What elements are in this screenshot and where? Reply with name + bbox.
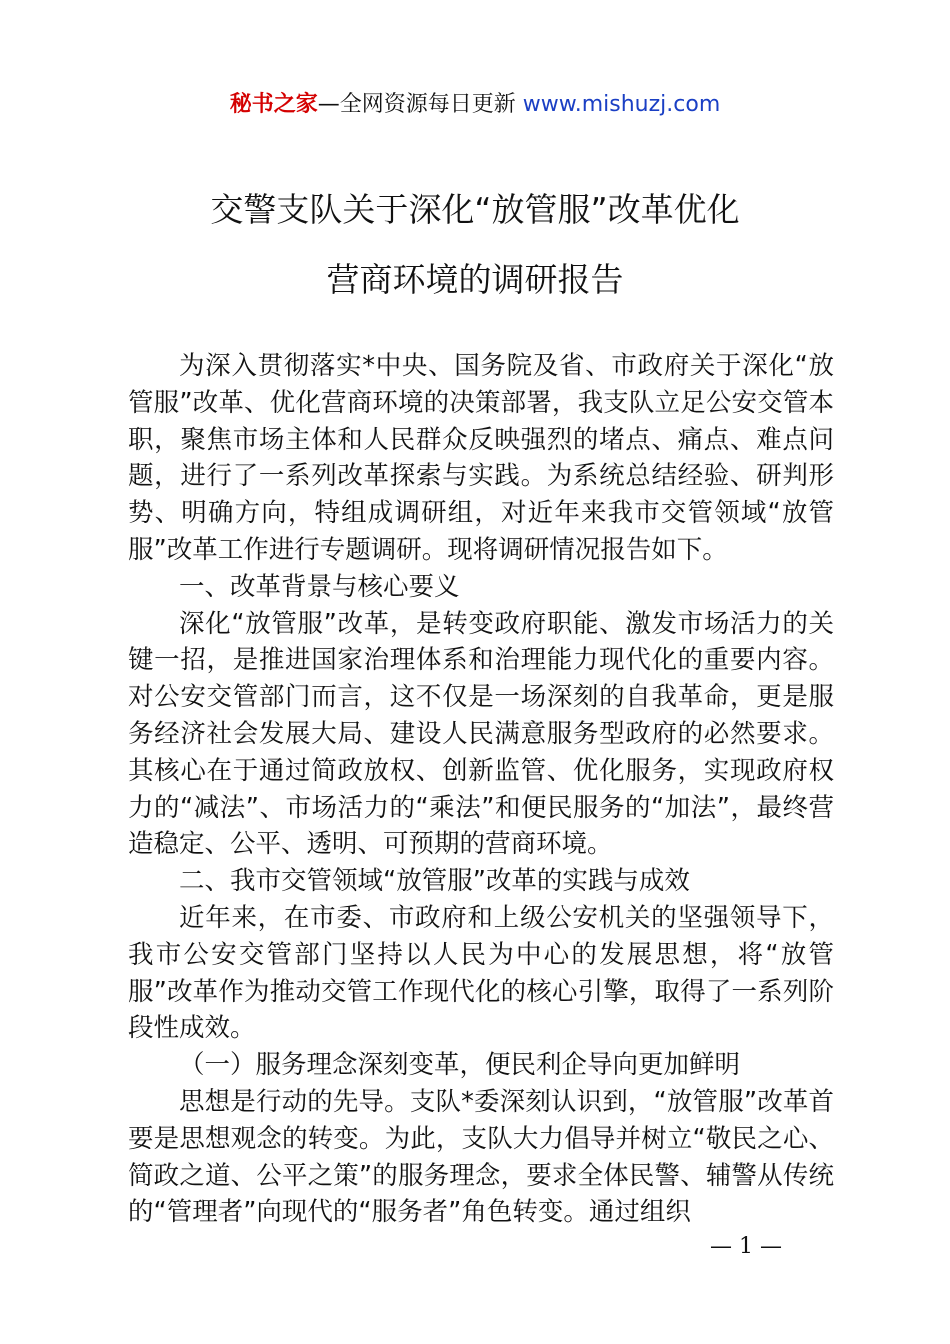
intro-paragraph: 为深入贯彻落实*中央、国务院及省、市政府关于深化“放管服”改革、优化营商环境的决策部署，我支队立足公安交管本职，聚焦市场主体和人民群众反映强烈的堵点、痛点、难点问题，进行了一系列改革探索与实践。为系统总结经验、研判形势、明确方向，特组成调研组，对近年来我市交管领域“放管服”改革工作进行专题调研。现将调研情况报告如下。 [128, 351, 834, 565]
subsection-heading-1: （一）服务理念深刻变革，便民利企导向更加鲜明 [179, 1050, 741, 1081]
brand-name: 秘书之家 [229, 92, 318, 117]
banner-tagline: —全网资源每日更新 [317, 92, 516, 117]
document-title-line-1: 交警支队关于深化“放管服”改革优化 [210, 190, 740, 229]
section-heading-1: 一、改革背景与核心要义 [179, 571, 460, 602]
body-paragraph: 深化“放管服”改革，是转变政府职能、激发市场活力的关键一招，是推进国家治理体系和治理能力现代化的重要内容。对公安交管部门而言，这不仅是一场深刻的自我革命，更是服务经济社会发展大局、建设人民满意服务型政府的必然要求。其核心在于通过简政放权、创新监管、优化服务，实现政府权力的“减法”、市场活力的“乘法”和便民服务的“加法”，最终营造稳定、公平、透明、可预期的营商环境。 [128, 608, 835, 860]
document-title-line-2: 营商环境的调研报告 [326, 260, 624, 299]
page-number: — 1 — [710, 1234, 782, 1259]
site-url-link[interactable]: www.mishuzj.com [522, 92, 721, 117]
section-heading-2: 二、我市交管领域“放管服”改革的实践与成效 [179, 866, 690, 897]
body-paragraph: 近年来，在市委、市政府和上级公安机关的坚强领导下，我市公安交管部门坚持以人民为中心的发展思想，将“放管服”改革作为推动交管工作现代化的核心引擎，取得了一系列阶段性成效。 [128, 902, 834, 1044]
site-banner [0, 88, 950, 122]
document-body [128, 348, 834, 1231]
body-paragraph: 思想是行动的先导。支队*委深刻认识到，“放管服”改革首要是思想观念的转变。为此，支队大力倡导并树立“敬民之心、简政之道、公平之策”的服务理念，要求全体民警、辅警从传统的“管理者”向现代的“服务者”角色转变。通过组织 [128, 1086, 834, 1228]
